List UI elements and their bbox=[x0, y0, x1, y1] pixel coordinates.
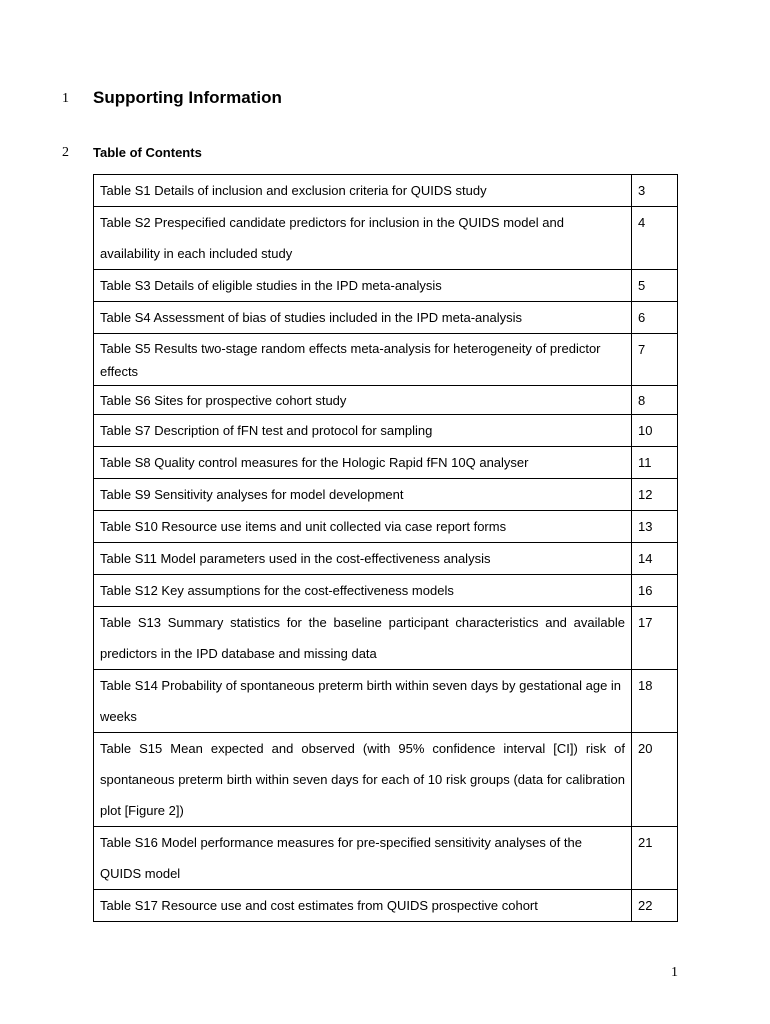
toc-entry-label: Table S3 Details of eligible studies in the IPD meta-analysis bbox=[94, 270, 632, 302]
toc-entry-page: 5 bbox=[632, 270, 678, 302]
toc-row bbox=[94, 479, 678, 511]
toc-row bbox=[94, 733, 678, 827]
toc-entry-label: Table S13 Summary statistics for the baseline participant characteristics and available predictors in the IPD database and missing data bbox=[94, 607, 632, 670]
toc-entry-page: 20 bbox=[632, 733, 678, 827]
toc-entry-page: 3 bbox=[632, 175, 678, 207]
toc-row bbox=[94, 447, 678, 479]
line-number-2: 2 bbox=[62, 145, 69, 160]
toc-entry-label: Table S1 Details of inclusion and exclusion criteria for QUIDS study bbox=[94, 175, 632, 207]
toc-entry-label: Table S7 Description of fFN test and protocol for sampling bbox=[94, 415, 632, 447]
toc-entry-page: 11 bbox=[632, 447, 678, 479]
toc-row bbox=[94, 670, 678, 733]
toc-row bbox=[94, 386, 678, 415]
toc-entry-label: Table S15 Mean expected and observed (with 95% confidence interval [CI]) risk of spontaneous preterm birth within seven days for each of 10 risk groups (data for calibration plot [Figure 2]) bbox=[94, 733, 632, 827]
toc-entry-label: Table S14 Probability of spontaneous preterm birth within seven days by gestational age in weeks bbox=[94, 670, 632, 733]
toc-row bbox=[94, 575, 678, 607]
toc-row bbox=[94, 607, 678, 670]
toc-entry-page: 16 bbox=[632, 575, 678, 607]
toc-entry-label: Table S17 Resource use and cost estimates from QUIDS prospective cohort bbox=[94, 890, 632, 922]
toc-entry-page: 7 bbox=[632, 334, 678, 386]
toc-entry-label: Table S2 Prespecified candidate predictors for inclusion in the QUIDS model and availability in each included study bbox=[94, 207, 632, 270]
toc-entry-label: Table S11 Model parameters used in the cost-effectiveness analysis bbox=[94, 543, 632, 575]
toc-entry-label: Table S10 Resource use items and unit collected via case report forms bbox=[94, 511, 632, 543]
toc-entry-page: 8 bbox=[632, 386, 678, 415]
toc-row bbox=[94, 270, 678, 302]
toc-entry-page: 17 bbox=[632, 607, 678, 670]
page-number: 1 bbox=[671, 965, 678, 980]
toc-heading: Table of Contents bbox=[93, 145, 202, 160]
toc-entry-label: Table S8 Quality control measures for the Hologic Rapid fFN 10Q analyser bbox=[94, 447, 632, 479]
page-title: Supporting Information bbox=[93, 88, 282, 107]
toc-row bbox=[94, 543, 678, 575]
toc-entry-page: 22 bbox=[632, 890, 678, 922]
toc-entry-label: Table S5 Results two-stage random effects meta-analysis for heterogeneity of predictor effects bbox=[94, 334, 632, 386]
toc-row bbox=[94, 175, 678, 207]
toc-row bbox=[94, 207, 678, 270]
toc-row bbox=[94, 827, 678, 890]
toc-entry-page: 21 bbox=[632, 827, 678, 890]
toc-row bbox=[94, 302, 678, 334]
toc-row bbox=[94, 415, 678, 447]
toc-entry-label: Table S12 Key assumptions for the cost-effectiveness models bbox=[94, 575, 632, 607]
toc-row bbox=[94, 511, 678, 543]
toc-entry-page: 4 bbox=[632, 207, 678, 270]
toc-entry-page: 12 bbox=[632, 479, 678, 511]
toc-row bbox=[94, 890, 678, 922]
toc-entry-page: 10 bbox=[632, 415, 678, 447]
toc-entry-label: Table S9 Sensitivity analyses for model development bbox=[94, 479, 632, 511]
line-number-1: 1 bbox=[62, 91, 69, 106]
table-of-contents bbox=[93, 174, 678, 922]
toc-entry-label: Table S4 Assessment of bias of studies included in the IPD meta-analysis bbox=[94, 302, 632, 334]
toc-entry-page: 13 bbox=[632, 511, 678, 543]
toc-entry-label: Table S16 Model performance measures for pre-specified sensitivity analyses of the QUIDS model bbox=[94, 827, 632, 890]
toc-entry-page: 18 bbox=[632, 670, 678, 733]
toc-entry-page: 6 bbox=[632, 302, 678, 334]
toc-row bbox=[94, 334, 678, 386]
toc-entry-page: 14 bbox=[632, 543, 678, 575]
toc-entry-label: Table S6 Sites for prospective cohort study bbox=[94, 386, 632, 415]
